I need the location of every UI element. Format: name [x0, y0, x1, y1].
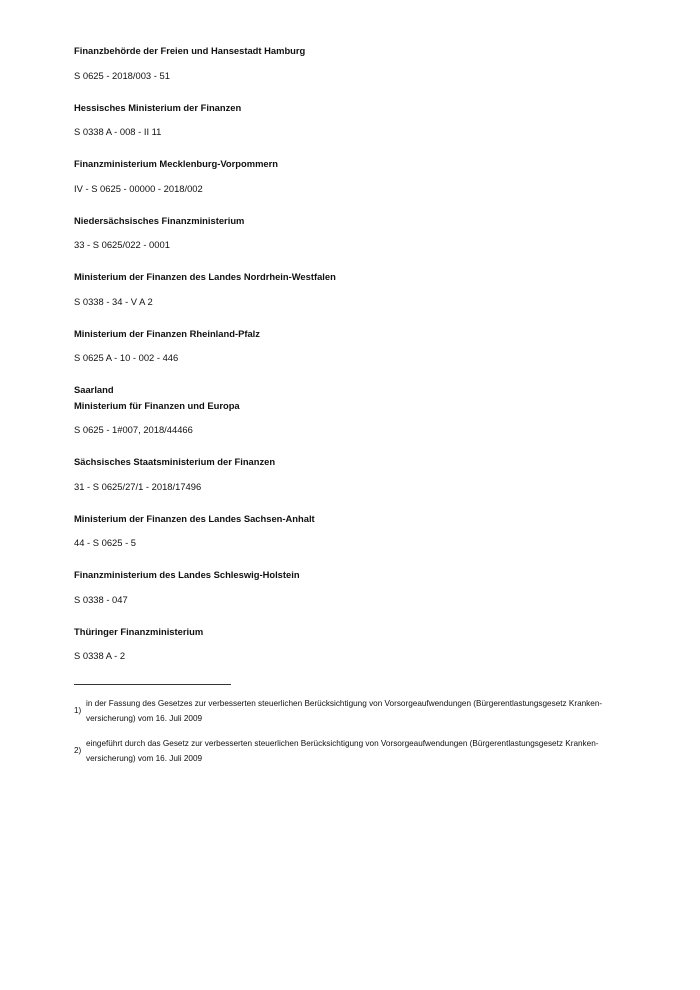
footnote [74, 697, 634, 726]
authority-name-line: Hessisches Ministerium der Finanzen [74, 101, 242, 113]
authority-list [74, 43, 634, 662]
authority-name [74, 511, 634, 527]
authority-name-line: Saarland [74, 384, 114, 395]
document-page [74, 43, 634, 777]
authority-name-line: Ministerium der Finanzen des Landes Nordrhein-Westfalen [74, 271, 336, 282]
authority-entry [74, 454, 634, 493]
authority-name [74, 100, 634, 116]
authority-name-line: Finanzministerium des Landes Schleswig-Holstein [74, 569, 300, 580]
footnote-marker: 2) [74, 746, 82, 755]
authority-name-line: Ministerium der Finanzen des Landes Sachsen-Anhalt [74, 512, 315, 524]
authority-name-line: Ministerium der Finanzen Rheinland-Pfalz [74, 327, 260, 339]
footnotes [74, 697, 634, 766]
footnote-marker: 1) [74, 706, 82, 715]
reference-number: S 0625 - 1#007, 2018/44466 [74, 424, 193, 435]
reference-number: 33 - S 0625/022 - 0001 [74, 239, 170, 250]
authority-name-line: Thüringer Finanzministerium [74, 625, 204, 637]
authority-entry [74, 624, 634, 663]
authority-entry [74, 213, 634, 252]
authority-name [74, 454, 634, 470]
authority-name [74, 326, 634, 342]
authority-name-line: Ministerium für Finanzen und Europa [74, 399, 240, 411]
reference-number: S 0338 A - 008 - II 11 [74, 126, 162, 137]
authority-entry [74, 567, 634, 606]
authority-entry [74, 269, 634, 308]
footnote-separator [74, 684, 231, 685]
footnote [74, 737, 634, 766]
authority-entry [74, 156, 634, 195]
reference-number: S 0625 - 2018/003 - 51 [74, 69, 170, 81]
reference-number: S 0338 - 047 [74, 593, 128, 605]
authority-name [74, 624, 634, 640]
footnote-text: eingeführt durch das Gesetz zur verbesserten steuerlichen Berücksichtigung von Vorsorgeaufwendungen (Bürgerentlastungsgesetz Kranken-versicherung) vom 16. Juli 2009 [86, 739, 599, 763]
authority-entry [74, 382, 634, 436]
authority-name-line: Niedersächsisches Finanzministerium [74, 214, 245, 226]
authority-entry [74, 326, 634, 365]
footnote-text: in der Fassung des Gesetzes zur verbesserten steuerlichen Berücksichtigung von Vorsorgeaufwendungen (Bürgerentlastungsgesetz Kranken-versicherung) vom 16. Juli 2009 [86, 699, 603, 723]
authority-name-line: Finanzministerium Mecklenburg-Vorpommern [74, 158, 279, 169]
authority-entry [74, 511, 634, 550]
authority-name [74, 213, 634, 229]
authority-name [74, 382, 634, 413]
authority-entry [74, 43, 634, 82]
reference-number: IV - S 0625 - 00000 - 2018/002 [74, 182, 203, 194]
authority-name-line: Finanzbehörde der Freien und Hansestadt Hamburg [74, 45, 306, 56]
reference-number: 44 - S 0625 - 5 [74, 537, 137, 548]
authority-name [74, 567, 634, 583]
authority-name [74, 43, 634, 59]
reference-number: S 0338 A - 2 [74, 650, 126, 661]
reference-number: 31 - S 0625/27/1 - 2018/17496 [74, 480, 202, 492]
authority-name-line: Sächsisches Staatsministerium der Finanzen [74, 456, 276, 467]
reference-number: S 0625 A - 10 - 002 - 446 [74, 352, 179, 363]
authority-name [74, 156, 634, 172]
authority-entry [74, 100, 634, 139]
authority-name [74, 269, 634, 285]
reference-number: S 0338 - 34 - V A 2 [74, 295, 153, 307]
